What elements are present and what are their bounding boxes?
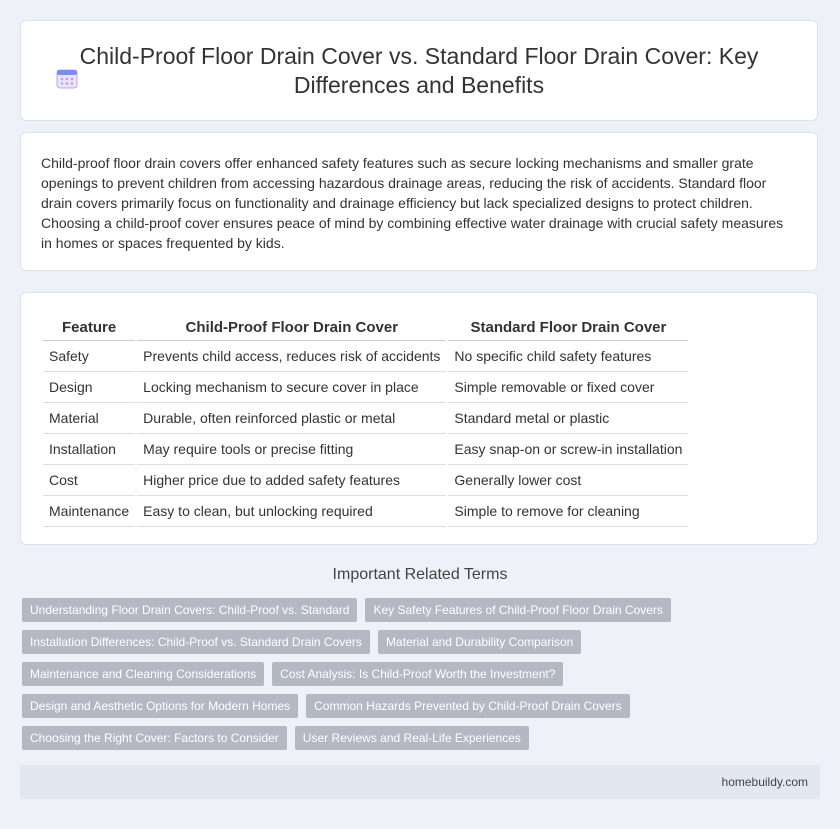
page-title: Child-Proof Floor Drain Cover vs. Standard Floor Drain Cover: Key Differences and Benefits	[79, 42, 759, 98]
table-cell: Cost	[43, 465, 136, 496]
column-header: Child-Proof Floor Drain Cover	[136, 313, 447, 341]
table-cell: Locking mechanism to secure cover in place	[136, 372, 447, 403]
table-cell: Easy to clean, but unlocking required	[136, 496, 447, 527]
related-term-tag[interactable]: Common Hazards Prevented by Child-Proof Drain Covers	[306, 694, 629, 718]
table-cell: May require tools or precise fitting	[136, 434, 447, 465]
related-term-tag[interactable]: Design and Aesthetic Options for Modern Homes	[22, 694, 298, 718]
summary-card	[20, 132, 818, 271]
related-term-tag[interactable]: Understanding Floor Drain Covers: Child-Proof vs. Standard	[22, 598, 357, 622]
site-name[interactable]: homebuildy.com	[721, 775, 808, 789]
table-cell: No specific child safety features	[447, 341, 688, 372]
table-cell: Generally lower cost	[447, 465, 688, 496]
table-cell: Material	[43, 403, 136, 434]
table-cell: Design	[43, 372, 136, 403]
comparison-table-card	[20, 292, 818, 545]
related-term-tag[interactable]: Material and Durability Comparison	[378, 630, 581, 654]
table-cell: Easy snap-on or screw-in installation	[447, 434, 688, 465]
header-card	[20, 20, 818, 121]
related-terms-heading: Important Related Terms	[332, 566, 508, 583]
table-cell: Simple removable or fixed cover	[447, 372, 688, 403]
related-term-tag[interactable]: User Reviews and Real-Life Experiences	[295, 726, 529, 750]
table-row	[43, 434, 688, 465]
summary-text: Child-proof floor drain covers offer enhanced safety features such as secure locking mechanisms and smaller grate openings to prevent children from accessing hazardous drainage areas, reducing the risk of accidents. Standard floor drain covers primarily focus on functionality and drainage efficiency but lack specialized designs to protect children. Choosing a child-proof cover ensures peace of mind by combining effective water drainage with crucial safety measures in homes or spaces frequented by kids.	[41, 155, 784, 251]
column-header: Feature	[43, 313, 136, 341]
table-row	[43, 403, 688, 434]
related-term-tag[interactable]: Key Safety Features of Child-Proof Floor Drain Covers	[365, 598, 670, 622]
table-row	[43, 341, 688, 372]
table-cell: Simple to remove for cleaning	[447, 496, 688, 527]
table-row	[43, 465, 688, 496]
table-header-row	[43, 313, 688, 341]
column-header: Standard Floor Drain Cover	[447, 313, 688, 341]
table-cell: Durable, often reinforced plastic or metal	[136, 403, 447, 434]
related-term-tag[interactable]: Cost Analysis: Is Child-Proof Worth the Investment?	[272, 662, 563, 686]
related-terms-list	[22, 598, 822, 758]
table-row	[43, 496, 688, 527]
table-row	[43, 372, 688, 403]
footer	[20, 765, 820, 799]
related-term-tag[interactable]: Choosing the Right Cover: Factors to Consider	[22, 726, 287, 750]
related-term-tag[interactable]: Installation Differences: Child-Proof vs. Standard Drain Covers	[22, 630, 370, 654]
table-cell: Installation	[43, 434, 136, 465]
table-cell: Prevents child access, reduces risk of accidents	[136, 341, 447, 372]
table-cell: Standard metal or plastic	[447, 403, 688, 434]
related-term-tag[interactable]: Maintenance and Cleaning Considerations	[22, 662, 264, 686]
table-cell: Safety	[43, 341, 136, 372]
table-cell: Maintenance	[43, 496, 136, 527]
comparison-table	[43, 313, 688, 527]
table-cell: Higher price due to added safety features	[136, 465, 447, 496]
